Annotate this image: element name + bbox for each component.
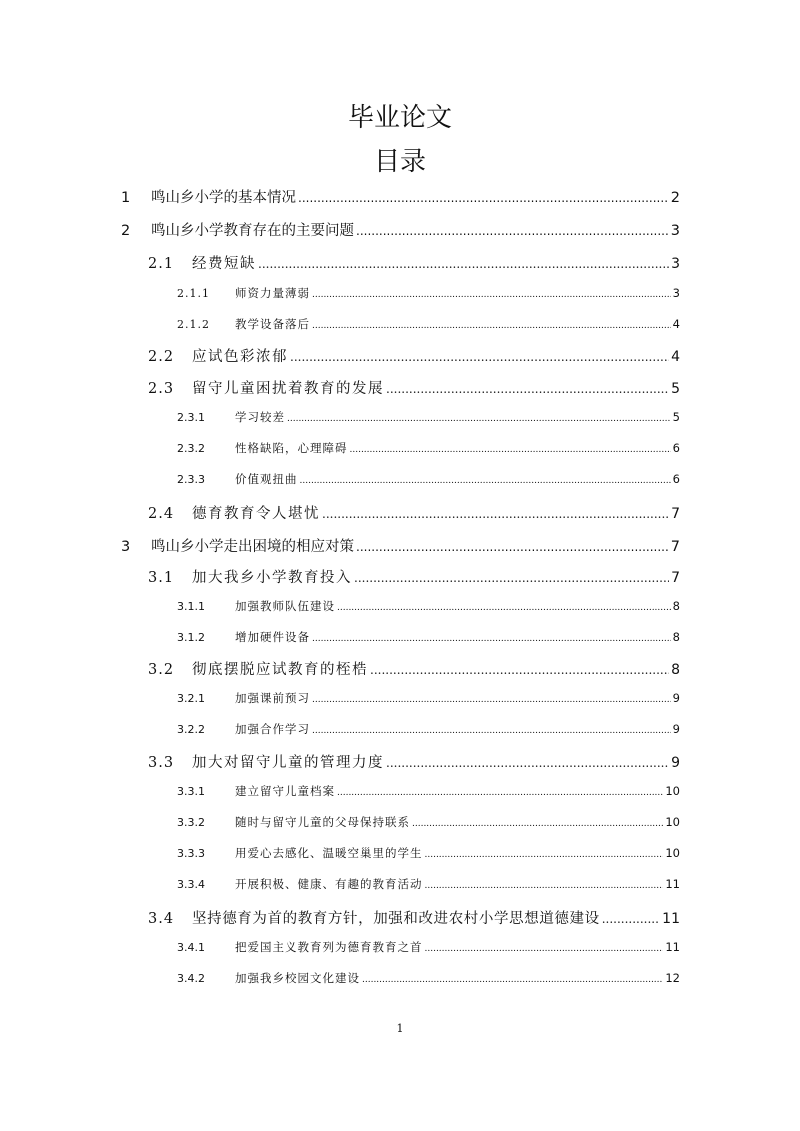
toc-entry-number: 1 bbox=[121, 190, 131, 206]
toc-entry-number: 3.4.1 bbox=[177, 941, 205, 954]
toc-entry-2-3[interactable] bbox=[148, 377, 680, 398]
toc-entry-2-4[interactable] bbox=[148, 502, 680, 523]
toc-entry-3-1[interactable] bbox=[148, 566, 680, 587]
toc-entry-title: 鸣山乡小学走出困境的相应对策 bbox=[151, 539, 354, 555]
toc-entry-page: 10 bbox=[665, 815, 680, 829]
toc-entry-title: 鸣山乡小学教育存在的主要问题 bbox=[151, 223, 354, 239]
toc-entry-page: 10 bbox=[665, 784, 680, 798]
toc-entry-page: 2 bbox=[670, 190, 680, 206]
toc-entry-title: 加强课前预习 bbox=[235, 691, 310, 705]
toc-dot-leader bbox=[354, 571, 669, 585]
toc-dot-leader bbox=[356, 540, 669, 554]
toc-entry-title: 学习较差 bbox=[235, 410, 285, 424]
toc-entry-3-3-3[interactable] bbox=[177, 845, 680, 861]
toc-entry-number: 2.2 bbox=[148, 349, 175, 365]
toc-dot-leader bbox=[312, 634, 671, 644]
toc-dot-leader bbox=[425, 881, 664, 891]
toc-entry-title: 开展积极、健康、有趣的教育活动 bbox=[235, 877, 423, 891]
toc-entry-number: 3.3.2 bbox=[177, 816, 205, 829]
toc-entry-title: 师资力量薄弱 bbox=[235, 286, 310, 300]
toc-entry-title: 加强合作学习 bbox=[235, 722, 310, 736]
toc-entry-page: 5 bbox=[671, 381, 680, 397]
toc-entry-title: 加大对留守儿童的管理力度 bbox=[192, 755, 384, 771]
toc-entry-title: 性格缺陷，心理障碍 bbox=[235, 441, 348, 455]
toc-entry-title: 留守儿童困扰着教育的发展 bbox=[192, 381, 384, 397]
toc-entry-page: 6 bbox=[672, 441, 680, 455]
toc-entry-3-2-2[interactable] bbox=[177, 721, 680, 737]
toc-entry-page: 11 bbox=[665, 940, 680, 954]
toc-entry-title: 把爱国主义教育列为德育教育之首 bbox=[235, 940, 423, 954]
toc-dot-leader bbox=[300, 476, 671, 486]
toc-dot-leader bbox=[350, 445, 671, 455]
toc-dot-leader bbox=[386, 382, 669, 396]
toc-entry-3-3-1[interactable] bbox=[177, 783, 680, 799]
toc-entry-title: 德育教育令人堪忧 bbox=[192, 506, 320, 522]
toc-dot-leader bbox=[425, 850, 664, 860]
toc-entry-3-1-2[interactable] bbox=[177, 629, 680, 645]
toc-entry-title: 增加硬件设备 bbox=[235, 630, 310, 644]
toc-entry-number: 2 bbox=[121, 223, 131, 239]
toc-entry-page: 3 bbox=[671, 256, 680, 272]
toc-dot-leader bbox=[370, 663, 669, 677]
toc-dot-leader bbox=[298, 191, 669, 205]
toc-dot-leader bbox=[337, 788, 663, 798]
toc-dot-leader bbox=[312, 321, 671, 331]
toc-entry-page: 7 bbox=[671, 570, 680, 586]
toc-entry-3-4-1[interactable] bbox=[177, 939, 680, 955]
toc-entry-number: 2.1.2 bbox=[177, 318, 210, 331]
toc-entry-number: 2.4 bbox=[148, 506, 175, 522]
toc-entry-title: 教学设备落后 bbox=[235, 317, 310, 331]
toc-entry-page: 8 bbox=[671, 662, 680, 678]
toc-entry-title: 价值观扭曲 bbox=[235, 472, 298, 486]
toc-entry-3-3[interactable] bbox=[148, 751, 680, 772]
document-title: 毕业论文 bbox=[347, 103, 452, 133]
toc-entry-page: 7 bbox=[670, 539, 680, 555]
toc-entry-number: 3.3.3 bbox=[177, 847, 205, 860]
toc-entry-3-4[interactable] bbox=[148, 907, 680, 928]
toc-entry-page: 4 bbox=[671, 349, 680, 365]
toc-entry-2[interactable] bbox=[121, 219, 680, 240]
toc-entry-page: 4 bbox=[672, 317, 680, 331]
toc-entry-page: 6 bbox=[672, 472, 680, 486]
toc-dot-leader bbox=[362, 975, 663, 985]
toc-entry-number: 3 bbox=[121, 539, 131, 555]
page-number: 1 bbox=[396, 1022, 404, 1035]
toc-entry-number: 3.4 bbox=[148, 911, 175, 927]
toc-entry-number: 3.2 bbox=[148, 662, 175, 678]
toc-entry-3-2-1[interactable] bbox=[177, 690, 680, 706]
toc-dot-leader bbox=[425, 944, 664, 954]
toc-entry-title: 随时与留守儿童的父母保持联系 bbox=[235, 815, 410, 829]
toc-entry-title: 彻底摆脱应试教育的桎梏 bbox=[192, 662, 368, 678]
toc-entry-page: 9 bbox=[672, 722, 680, 736]
toc-entry-number: 2.3.3 bbox=[177, 473, 205, 486]
toc-entry-3-2[interactable] bbox=[148, 658, 680, 679]
toc-dot-leader bbox=[287, 414, 671, 424]
toc-dot-leader bbox=[412, 819, 663, 829]
toc-entry-page: 7 bbox=[671, 506, 680, 522]
toc-entry-3-4-2[interactable] bbox=[177, 970, 680, 986]
toc-entry-page: 11 bbox=[662, 911, 680, 927]
toc-entry-2-1[interactable] bbox=[148, 252, 680, 273]
toc-dot-leader bbox=[602, 912, 660, 926]
toc-entry-title: 用爱心去感化、温暖空巢里的学生 bbox=[235, 846, 423, 860]
toc-entry-2-3-1[interactable] bbox=[177, 409, 680, 425]
toc-dot-leader bbox=[290, 350, 669, 364]
toc-entry-3-3-4[interactable] bbox=[177, 876, 680, 892]
toc-entry-1[interactable] bbox=[121, 186, 680, 207]
toc-entry-2-3-3[interactable] bbox=[177, 471, 680, 487]
toc-heading: 目录 bbox=[373, 147, 426, 177]
toc-dot-leader bbox=[337, 603, 671, 613]
toc-dot-leader bbox=[322, 507, 669, 521]
toc-entry-3[interactable] bbox=[121, 535, 680, 556]
toc-entry-title: 加强教师队伍建设 bbox=[235, 599, 335, 613]
toc-entry-number: 3.1.1 bbox=[177, 600, 205, 613]
toc-entry-3-1-1[interactable] bbox=[177, 598, 680, 614]
toc-entry-page: 3 bbox=[672, 286, 680, 300]
toc-entry-2-1-2[interactable] bbox=[177, 316, 680, 332]
toc-entry-page: 9 bbox=[672, 691, 680, 705]
toc-entry-page: 9 bbox=[671, 755, 680, 771]
toc-entry-page: 8 bbox=[672, 630, 680, 644]
toc-entry-number: 2.1.1 bbox=[177, 287, 210, 300]
toc-entry-number: 2.3 bbox=[148, 381, 175, 397]
toc-entry-title: 加大我乡小学教育投入 bbox=[192, 570, 352, 586]
toc-entry-2-1-1[interactable] bbox=[177, 285, 680, 301]
toc-entry-number: 2.3.1 bbox=[177, 411, 205, 424]
toc-entry-number: 3.3 bbox=[148, 755, 175, 771]
toc-dot-leader bbox=[312, 726, 671, 736]
toc-entry-page: 11 bbox=[665, 877, 680, 891]
toc-entry-2-3-2[interactable] bbox=[177, 440, 680, 456]
toc-entry-page: 8 bbox=[672, 599, 680, 613]
toc-dot-leader bbox=[356, 224, 669, 238]
toc-entry-title: 经费短缺 bbox=[192, 256, 256, 272]
toc-entry-2-2[interactable] bbox=[148, 345, 680, 366]
toc-entry-number: 3.1 bbox=[148, 570, 175, 586]
toc-dot-leader bbox=[312, 290, 671, 300]
toc-entry-3-3-2[interactable] bbox=[177, 814, 680, 830]
toc-entry-title: 鸣山乡小学的基本情况 bbox=[151, 190, 296, 206]
toc-entry-title: 应试色彩浓郁 bbox=[192, 349, 288, 365]
toc-entry-title: 加强我乡校园文化建设 bbox=[235, 971, 360, 985]
toc-entry-number: 3.3.4 bbox=[177, 878, 205, 891]
toc-entry-page: 12 bbox=[665, 971, 680, 985]
toc-entry-page: 5 bbox=[672, 410, 680, 424]
toc-dot-leader bbox=[386, 756, 669, 770]
toc-entry-number: 3.2.2 bbox=[177, 723, 205, 736]
toc-dot-leader bbox=[312, 695, 671, 705]
toc-entry-number: 3.4.2 bbox=[177, 972, 205, 985]
toc-entry-number: 2.1 bbox=[148, 256, 175, 272]
toc-entry-page: 10 bbox=[665, 846, 680, 860]
toc-entry-number: 3.2.1 bbox=[177, 692, 205, 705]
toc-entry-number: 3.3.1 bbox=[177, 785, 205, 798]
toc-entry-number: 2.3.2 bbox=[177, 442, 205, 455]
toc-dot-leader bbox=[258, 257, 669, 271]
toc-entry-number: 3.1.2 bbox=[177, 631, 205, 644]
toc-entry-title: 坚持德育为首的教育方针，加强和改进农村小学思想道德建设 bbox=[192, 911, 600, 927]
toc-entry-title: 建立留守儿童档案 bbox=[235, 784, 335, 798]
toc-entry-page: 3 bbox=[670, 223, 680, 239]
